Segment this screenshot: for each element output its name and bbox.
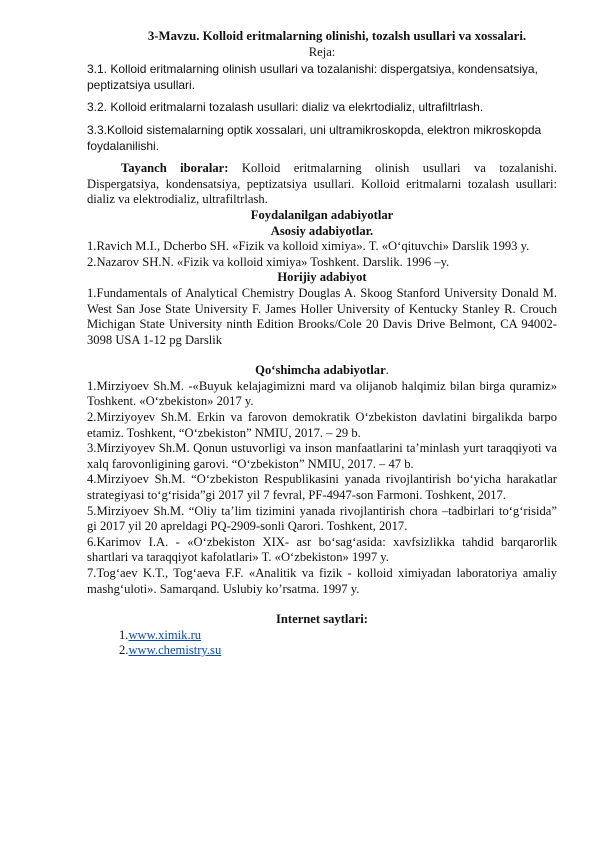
additional-literature-heading-line <box>87 363 557 379</box>
plan-item-2: 3.2. Kolloid eritmalarni tozalash usullari: dializ va elekrtodializ, ultrafiltrlash. <box>87 100 484 115</box>
additional-literature-item-4: 4.Mirziyoev Sh.M. “O‘zbekiston Respublikasini yanada rivojlantirish bo‘yicha harakatlar strategiyasi to‘g‘risida”gi 2017 yil 7 fevral, PF-4947-son Farmoni. Toshkent, 2017. <box>87 472 557 503</box>
keywords-paragraph <box>87 161 557 208</box>
additional-literature-heading-suffix: . <box>385 363 389 378</box>
literature-heading: Foydalanilgan adabiyotlar <box>250 207 394 222</box>
additional-literature-item-6: 6.Karimov I.A. - «O‘zbekiston XIX- asr bo‘sag‘asida: xavfsizlikka tahdid barqarorlik shartlari va taraqqiyot kafolatlari» T. «O‘zbekiston» 1997 y. <box>87 534 557 565</box>
basic-literature-item-1: 1.Ravich M.I., Dcherbo SH. «Fizik va kolloid ximiya». T. «O‘qituvchi» Darslik 1993 y. <box>87 239 530 254</box>
additional-literature-item-5: 5.Mirziyoev Sh.M. “Oliy ta’lim tizimini yanada rivojlantirish chora –tadbirlari to‘g‘risida” gi 2017 yil 20 apreldagi PQ-2909-sonli Qarori. Toshkent, 2017. <box>87 503 557 534</box>
additional-literature-item-3: 3.Mirziyoyev Sh.M. Qonun ustuvorligi va inson manfaatlarini ta’minlash yurt taraqqiyoti va xalq farovonligining garovi. “O‘zbekiston” NMIU, 2017. – 47 b. <box>87 441 557 471</box>
additional-literature-heading: Qo‘shimcha adabiyotlar <box>255 363 386 378</box>
internet-link-ximik[interactable]: www.ximik.ru <box>128 627 202 642</box>
internet-link-prefix-2: 2. <box>119 643 129 658</box>
plan-label: Reja: <box>308 44 336 59</box>
plan-item-3: 3.3.Kolloid sistemalarning optik xossalari, uni ultramikroskopda, elektron mikroskopda foydalanilishi. <box>87 122 542 153</box>
foreign-literature-item-1: 1.Fundamentals of Analytical Chemistry Douglas A. Skoog Stanford University Donald M. West San Jose State University F. James Holler University of Kentucky Stanley R. Crouch Michigan State University ninth Edition Brooks/Cole 20 Davis Drive Belmont, CA 94002-3098 USA 1-12 pg Darslik <box>87 285 557 347</box>
document-content <box>87 29 557 659</box>
keywords-label: Tayanch iboralar: <box>121 161 229 176</box>
lesson-title: 3-Mavzu. Kolloid eritmalarning olinishi, tozalsh usullari va xossalari. <box>147 29 527 43</box>
additional-literature-item-2: 2.Mirziyoyev Sh.M. Erkin va farovon demokratik O‘zbekiston davlatini birgalikda barpo etamiz. Toshkent, “O‘zbekiston” NMIU, 2017. – 29 b. <box>87 410 557 440</box>
basic-literature-heading: Asosiy adabiyotlar. <box>270 223 374 238</box>
internet-links <box>119 628 557 659</box>
internet-sites-heading: Internet saytlari: <box>276 612 368 627</box>
internet-link-chemistry[interactable]: www.chemistry.su <box>128 643 222 658</box>
foreign-literature-heading: Horijiy adabiyot <box>277 270 367 285</box>
basic-literature-item-2: 2.Nazarov SH.N. «Fizik va kolloid ximiya» Toshkent. Darslik. 1996 –y. <box>87 254 450 269</box>
plan-item-1: 3.1. Kolloid eritmalarning olinish usullari va tozalanishi: dispergatsiya, kondensatsiya, peptizatsiya usullari. <box>87 62 538 92</box>
additional-literature-item-7: 7.Tog‘aev K.T., Tog‘aeva F.F. «Analitik va fizik - kolloid ximiyadan laboratoriya amaliy mashg‘uloti». Samarqand. Uslubiy ko’rsatma. 1997 y. <box>87 566 557 596</box>
internet-link-row-1 <box>119 628 557 644</box>
additional-literature-item-1: 1.Mirziyoev Sh.M. -«Buyuk kelajagimizni mard va olijanob halqimiz bilan birga quramiz» Toshkent. «O‘zbekiston» 2017 y. <box>87 378 557 409</box>
keywords-text: Kolloid eritmalarning olinish usullari va tozalanishi. Dispergatsiya, kondensatsiya, peptizatsiya usullari. Kolloid eritmalarni tozalash usullari: dializ va elektrodializ, ultrafiltrlash. <box>87 161 557 207</box>
internet-link-prefix-1: 1. <box>119 627 129 642</box>
internet-link-row-2 <box>119 643 557 659</box>
